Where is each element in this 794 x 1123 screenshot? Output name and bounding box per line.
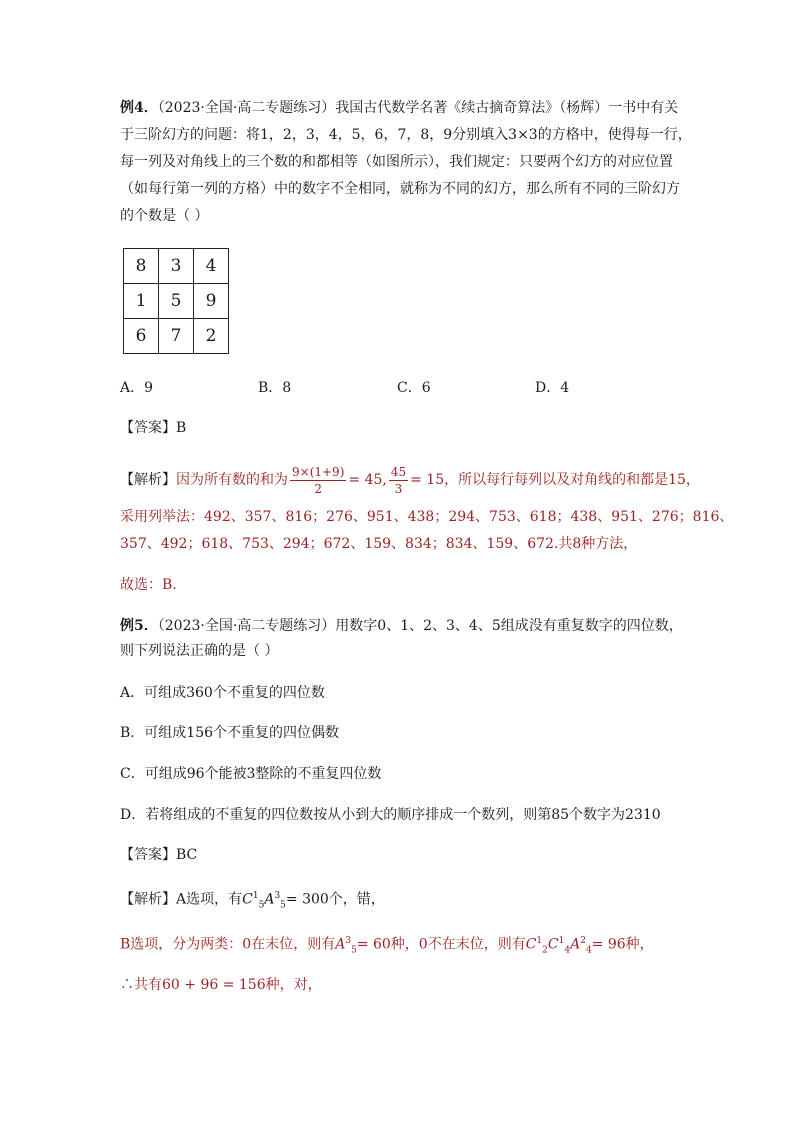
- magic-square-grid: [123, 248, 229, 354]
- ex5-analysis-c: ∴共有60 + 96 = 156种，对，: [120, 977, 322, 993]
- fraction-numerator: 9×(1+9): [292, 464, 345, 479]
- fraction-denominator: 3: [394, 481, 403, 496]
- subscript: 2: [542, 945, 548, 956]
- subscript: 5: [280, 900, 286, 911]
- ex4-answer: [120, 418, 186, 438]
- subscript: 5: [258, 900, 265, 911]
- ex4-text-2: 于三阶幻方的问题：将1，2，3，4，5，6，7，8，9分别填入3×3的方格中，使得每一行，: [120, 127, 692, 143]
- fraction-sum: [290, 464, 346, 497]
- fraction-numerator: 45: [390, 464, 407, 479]
- ex5-b-mid: = 60种，0不在末位，则有: [356, 936, 526, 953]
- grid-row: [124, 319, 229, 354]
- ex5-text-2: 则下列说法正确的是（ ）: [120, 643, 279, 659]
- ex4-analysis-label: 【解析】: [120, 472, 176, 488]
- ex4-source: （2023·全国·高二专题练习）: [157, 100, 336, 116]
- ex5-answer: [120, 845, 197, 865]
- ex5-b-post: = 96种，: [591, 936, 654, 953]
- ex4-line-1: [120, 98, 678, 118]
- ex5-label: 例5．: [120, 618, 158, 634]
- ex5-option-a: A．可组成360个不重复的四位数: [120, 685, 325, 701]
- ex5-analysis-label: 【解析】: [120, 891, 176, 908]
- superscript: 3: [274, 891, 281, 901]
- arrangement-symbol: A: [335, 936, 346, 953]
- ex5-option-d: D．若将组成的不重复的四位数按从小到大的顺序排成一个数列，则第85个数字为2310: [120, 807, 661, 823]
- ex4-analysis-line-2: 采用列举法：492、357、816；276、951、438；294、753、618；438、951、276；816、: [120, 509, 734, 525]
- arrangement-symbol: A: [570, 936, 581, 953]
- ex5-answer-label: 【答案】: [120, 847, 176, 863]
- ex4-option-a: A．9: [120, 380, 154, 396]
- ex4-option-b: B．8: [258, 380, 292, 396]
- superscript: 2: [580, 936, 586, 946]
- ex5-a-post: = 300个，错，: [285, 891, 385, 908]
- ex4-option-c: C．6: [397, 380, 431, 396]
- grid-cell: 6: [124, 319, 159, 354]
- ex4-mid-1: = 45,: [348, 472, 387, 488]
- grid-cell: 5: [159, 284, 194, 319]
- grid-cell: 7: [159, 319, 194, 354]
- ex4-conclusion: 故选：B.: [120, 577, 177, 593]
- fraction-row: [389, 464, 408, 497]
- ex4-analysis-line-3: 357、492；618、753、294；672、159、834；834、159、672.共8种方法，: [120, 536, 638, 552]
- grid-cell: 2: [194, 319, 229, 354]
- fraction-denominator: 2: [314, 481, 323, 496]
- ex4-mid-2: = 15，所以每行每列以及对角线的和都是15，: [410, 472, 700, 488]
- grid-cell: 8: [124, 249, 159, 284]
- arrangement-symbol: A: [264, 891, 275, 908]
- ex4-label: 例4．: [120, 100, 158, 116]
- grid-row: [124, 249, 229, 284]
- superscript: 1: [536, 936, 543, 946]
- superscript: 3: [345, 936, 352, 946]
- ex4-text-5: 的个数是（ ）: [120, 208, 209, 224]
- ex5-source: （2023·全国·高二专题练习）: [157, 618, 336, 634]
- ex4-text-1: 我国古代数学名著《续古摘奇算法》（杨辉）一书中有关: [335, 100, 679, 116]
- ex4-text-4: （如每行第一列的方格）中的数字不全相同，就称为不同的幻方，那么所有不同的三阶幻方: [120, 181, 680, 197]
- grid-cell: 1: [124, 284, 159, 319]
- combination-symbol: C: [525, 936, 537, 953]
- grid-cell: 4: [194, 249, 229, 284]
- ex5-option-c: C．可组成96个能被3整除的不重复四位数: [120, 766, 382, 782]
- subscript: 4: [585, 945, 592, 956]
- grid-cell: 3: [159, 249, 194, 284]
- ex4-answer-label: 【答案】: [120, 420, 176, 436]
- ex5-a-pre: A选项，有: [176, 891, 243, 908]
- ex5-option-b: B．可组成156个不重复的四位偶数: [120, 725, 340, 741]
- ex4-option-d: D．4: [535, 380, 570, 396]
- ex5-analysis-b: [120, 931, 654, 960]
- ex5-analysis-a: [120, 886, 385, 915]
- ex5-answer-value: BC: [176, 847, 198, 863]
- superscript: 1: [558, 936, 565, 946]
- ex5-b-pre: B选项，分为两类：0在末位，则有: [120, 936, 336, 953]
- grid-row: [124, 284, 229, 319]
- grid-cell: 9: [194, 284, 229, 319]
- subscript: 5: [351, 945, 357, 956]
- combination-symbol: C: [242, 891, 253, 908]
- combination-symbol: C: [547, 936, 559, 953]
- ex4-answer-value: B: [176, 420, 187, 436]
- ex4-analysis-line-1: [120, 462, 700, 498]
- ex5-line-1: [120, 616, 683, 636]
- subscript: 4: [564, 945, 571, 956]
- superscript: 1: [252, 891, 259, 901]
- ex4-analysis-pre: 因为所有数的和为: [176, 472, 288, 488]
- ex5-text-1: 用数字0、1、2、3、4、5组成没有重复数字的四位数，: [335, 618, 683, 634]
- ex4-text-3: 每一列及对角线上的三个数的和都相等（如图所示），我们规定：只要两个幻方的对应位置: [120, 154, 673, 170]
